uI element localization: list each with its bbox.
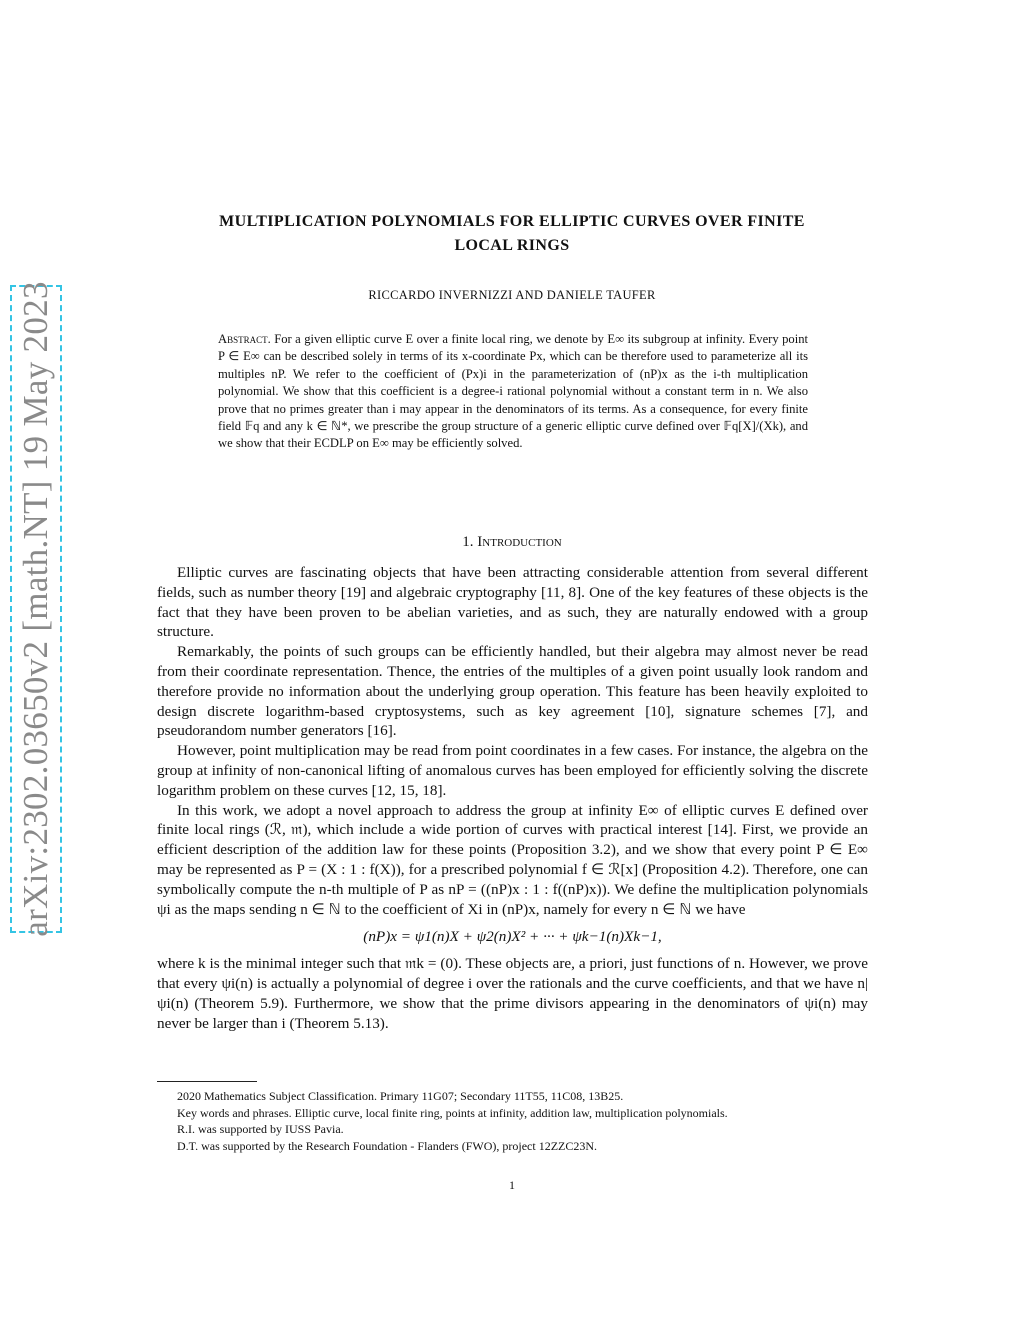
footnote-divider [157,1081,257,1082]
abstract-text: For a given elliptic curve E over a finite local ring, we denote by E∞ its subgroup at infinity. Every point P ∈ E∞ can be described solely in terms of its x-coordinate Px, which can be therefore used to parameterize all its multiples nP. We refer to the coefficient of (Px)i in the parameterization of (nP)x as the i-th multiplication polynomial. We show that this coefficient is a degree-i rational polynomial without a constant term in n. We also prove that no primes greater than i may appear in the denominators of its terms. As a consequence, for every finite field 𝔽q and any k ∈ ℕ*, we prescribe the group structure of a generic elliptic curve defined over 𝔽q[X]/(Xk), and we show that their ECDLP on E∞ may be efficiently solved. [218,332,808,451]
arxiv-stamp-text: arXiv:2302.03650v2 [math.NT] 19 May 2023 [16,281,55,937]
footnotes [157,1088,868,1154]
section-number: 1. [462,534,474,550]
paragraph: However, point multiplication may be read from point coordinates in a few cases. For instance, the algebra on the group at infinity of non-canonical lifting of anomalous curves has been employed for efficiently solving the discrete logarithm problem on these curves [12, 15, 18]. [157,742,868,799]
page-number: 1 [509,1178,515,1192]
section-title: Introduction [477,534,562,550]
title-line-2: LOCAL RINGS [454,237,570,254]
authors: RICCARDO INVERNIZZI AND DANIELE TAUFER [368,288,656,302]
paragraph: Remarkably, the points of such groups can be efficiently handled, but their algebra may almost never be read from their coordinate representation. Thence, the entries of the multiples of a given point usually look random and therefore provide no information about the underlying group operation. This feature has been heavily exploited to design discrete logarithm-based cryptosystems, such as key agreement [10], signature schemes [7], and pseudorandom number generators [16]. [157,643,868,740]
footnote-funding-dt: D.T. was supported by the Research Foundation - Flanders (FWO), project 12ZZC23N. [177,1138,598,1153]
abstract-label: Abstract. [218,332,271,346]
abstract [218,331,808,453]
title-line-1: MULTIPLICATION POLYNOMIALS FOR ELLIPTIC CURVES OVER FINITE [219,213,805,230]
paragraph: In this work, we adopt a novel approach to address the group at infinity E∞ of elliptic curves E defined over finite local rings (ℛ, 𝔪), which include a wide portion of curves with practical interest [14]. First, we provide an efficient description of the addition law for these points (Proposition 3.2), and we show that every point P ∈ E∞ may be represented as P = (X : 1 : f(X)), for a prescribed polynomial f ∈ ℛ[x] (Proposition 4.2). Therefore, one can symbolically compute the n-th multiple of P as nP = ((nP)x : 1 : f((nP)x)). We define the multiplication polynomials ψi as the maps sending n ∈ ℕ to the coefficient of Xi in (nP)x, namely for every n ∈ ℕ we have [157,801,868,918]
body-text [157,563,868,1033]
footnote-funding-ri: R.I. was supported by IUSS Pavia. [177,1122,344,1137]
footnote-msc: 2020 Mathematics Subject Classification. Primary 11G07; Secondary 11T55, 11C08, 13B25. [177,1089,624,1103]
footnote-keywords: Key words and phrases. Elliptic curve, local finite ring, points at infinity, addition law, multiplication polynomials. [177,1105,728,1120]
section-heading [150,534,874,551]
arxiv-stamp[interactable] [10,281,62,937]
paragraph-continued: where k is the minimal integer such that 𝔪k = (0). These objects are, a priori, just functions of n. However, we prove that every ψi(n) is actually a polynomial of degree i over the rationals and the curve coefficients, and that we have n|ψi(n) (Theorem 5.9). Furthermore, we show that the prime divisors appearing in the denominators of ψi(n) may never be larger than i (Theorem 5.13). [157,955,868,1032]
paper-title [150,210,874,258]
equation: (nP)x = ψ1(n)X + ψ2(n)X² + ··· + ψk−1(n)Xk−1, [363,928,662,946]
paragraph: Elliptic curves are fascinating objects that have been attracting considerable attention from several different fields, such as number theory [19] and algebraic cryptography [11, 8]. One of the key features of these objects is the fact that they have been proven to be abelian varieties, and as such, they are naturally endowed with a group structure. [157,564,868,641]
